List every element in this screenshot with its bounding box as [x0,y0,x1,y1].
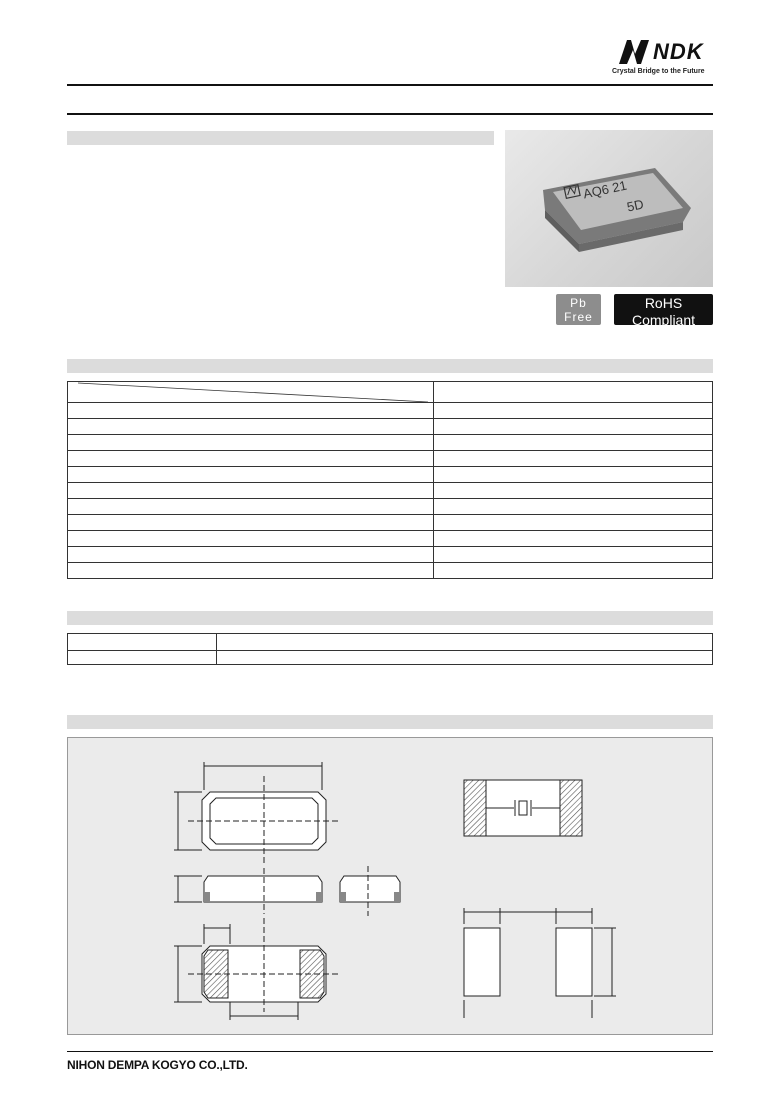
marking-line-2: 5D [625,196,645,215]
options-table [67,633,713,665]
table-row [68,563,713,579]
table-row [68,382,713,403]
brand-name: NDK [653,39,704,64]
footer-rule [67,1051,713,1052]
product-photo [505,130,713,287]
dimension-diagram [68,738,712,1034]
section-bar-dimensions [67,715,713,729]
section-bar-options [67,611,713,625]
pb-badge-line1: Pb [570,296,587,310]
ndk-logo-icon [617,38,651,66]
pb-free-badge [556,294,601,325]
table-header-diagonal-cell [68,382,434,403]
company-name: NIHON DEMPA KOGYO CO.,LTD. [67,1058,248,1072]
table-row [68,651,713,665]
rohs-badge [614,294,713,338]
table-row [68,531,713,547]
rohs-badge-title: RoHS Compliant [631,295,696,328]
table-header-cell [434,382,713,403]
brand-tagline: Crystal Bridge to the Future [612,68,705,75]
brand-logo [612,38,717,80]
table-row [68,467,713,483]
specifications-table [67,381,713,579]
table-row [68,419,713,435]
header-rule-bottom [67,113,713,115]
table-row [68,634,713,651]
section-bar-specifications [67,359,713,373]
table-row [68,547,713,563]
diagonal-line-icon [68,382,433,403]
table-row [68,451,713,467]
marking-line-1: AQ6 21 [581,177,629,202]
table-row [68,515,713,531]
table-row [68,403,713,419]
table-row [68,483,713,499]
table-row [68,499,713,515]
pb-badge-line2: Free [564,310,593,324]
dimensions-drawing [67,737,713,1035]
header-rule-top [67,84,713,86]
rohs-badge-directive: Directive 2011/65/EU [626,329,701,338]
table-row [68,435,713,451]
section-bar-overview [67,131,494,145]
crystal-unit-image [505,130,713,287]
